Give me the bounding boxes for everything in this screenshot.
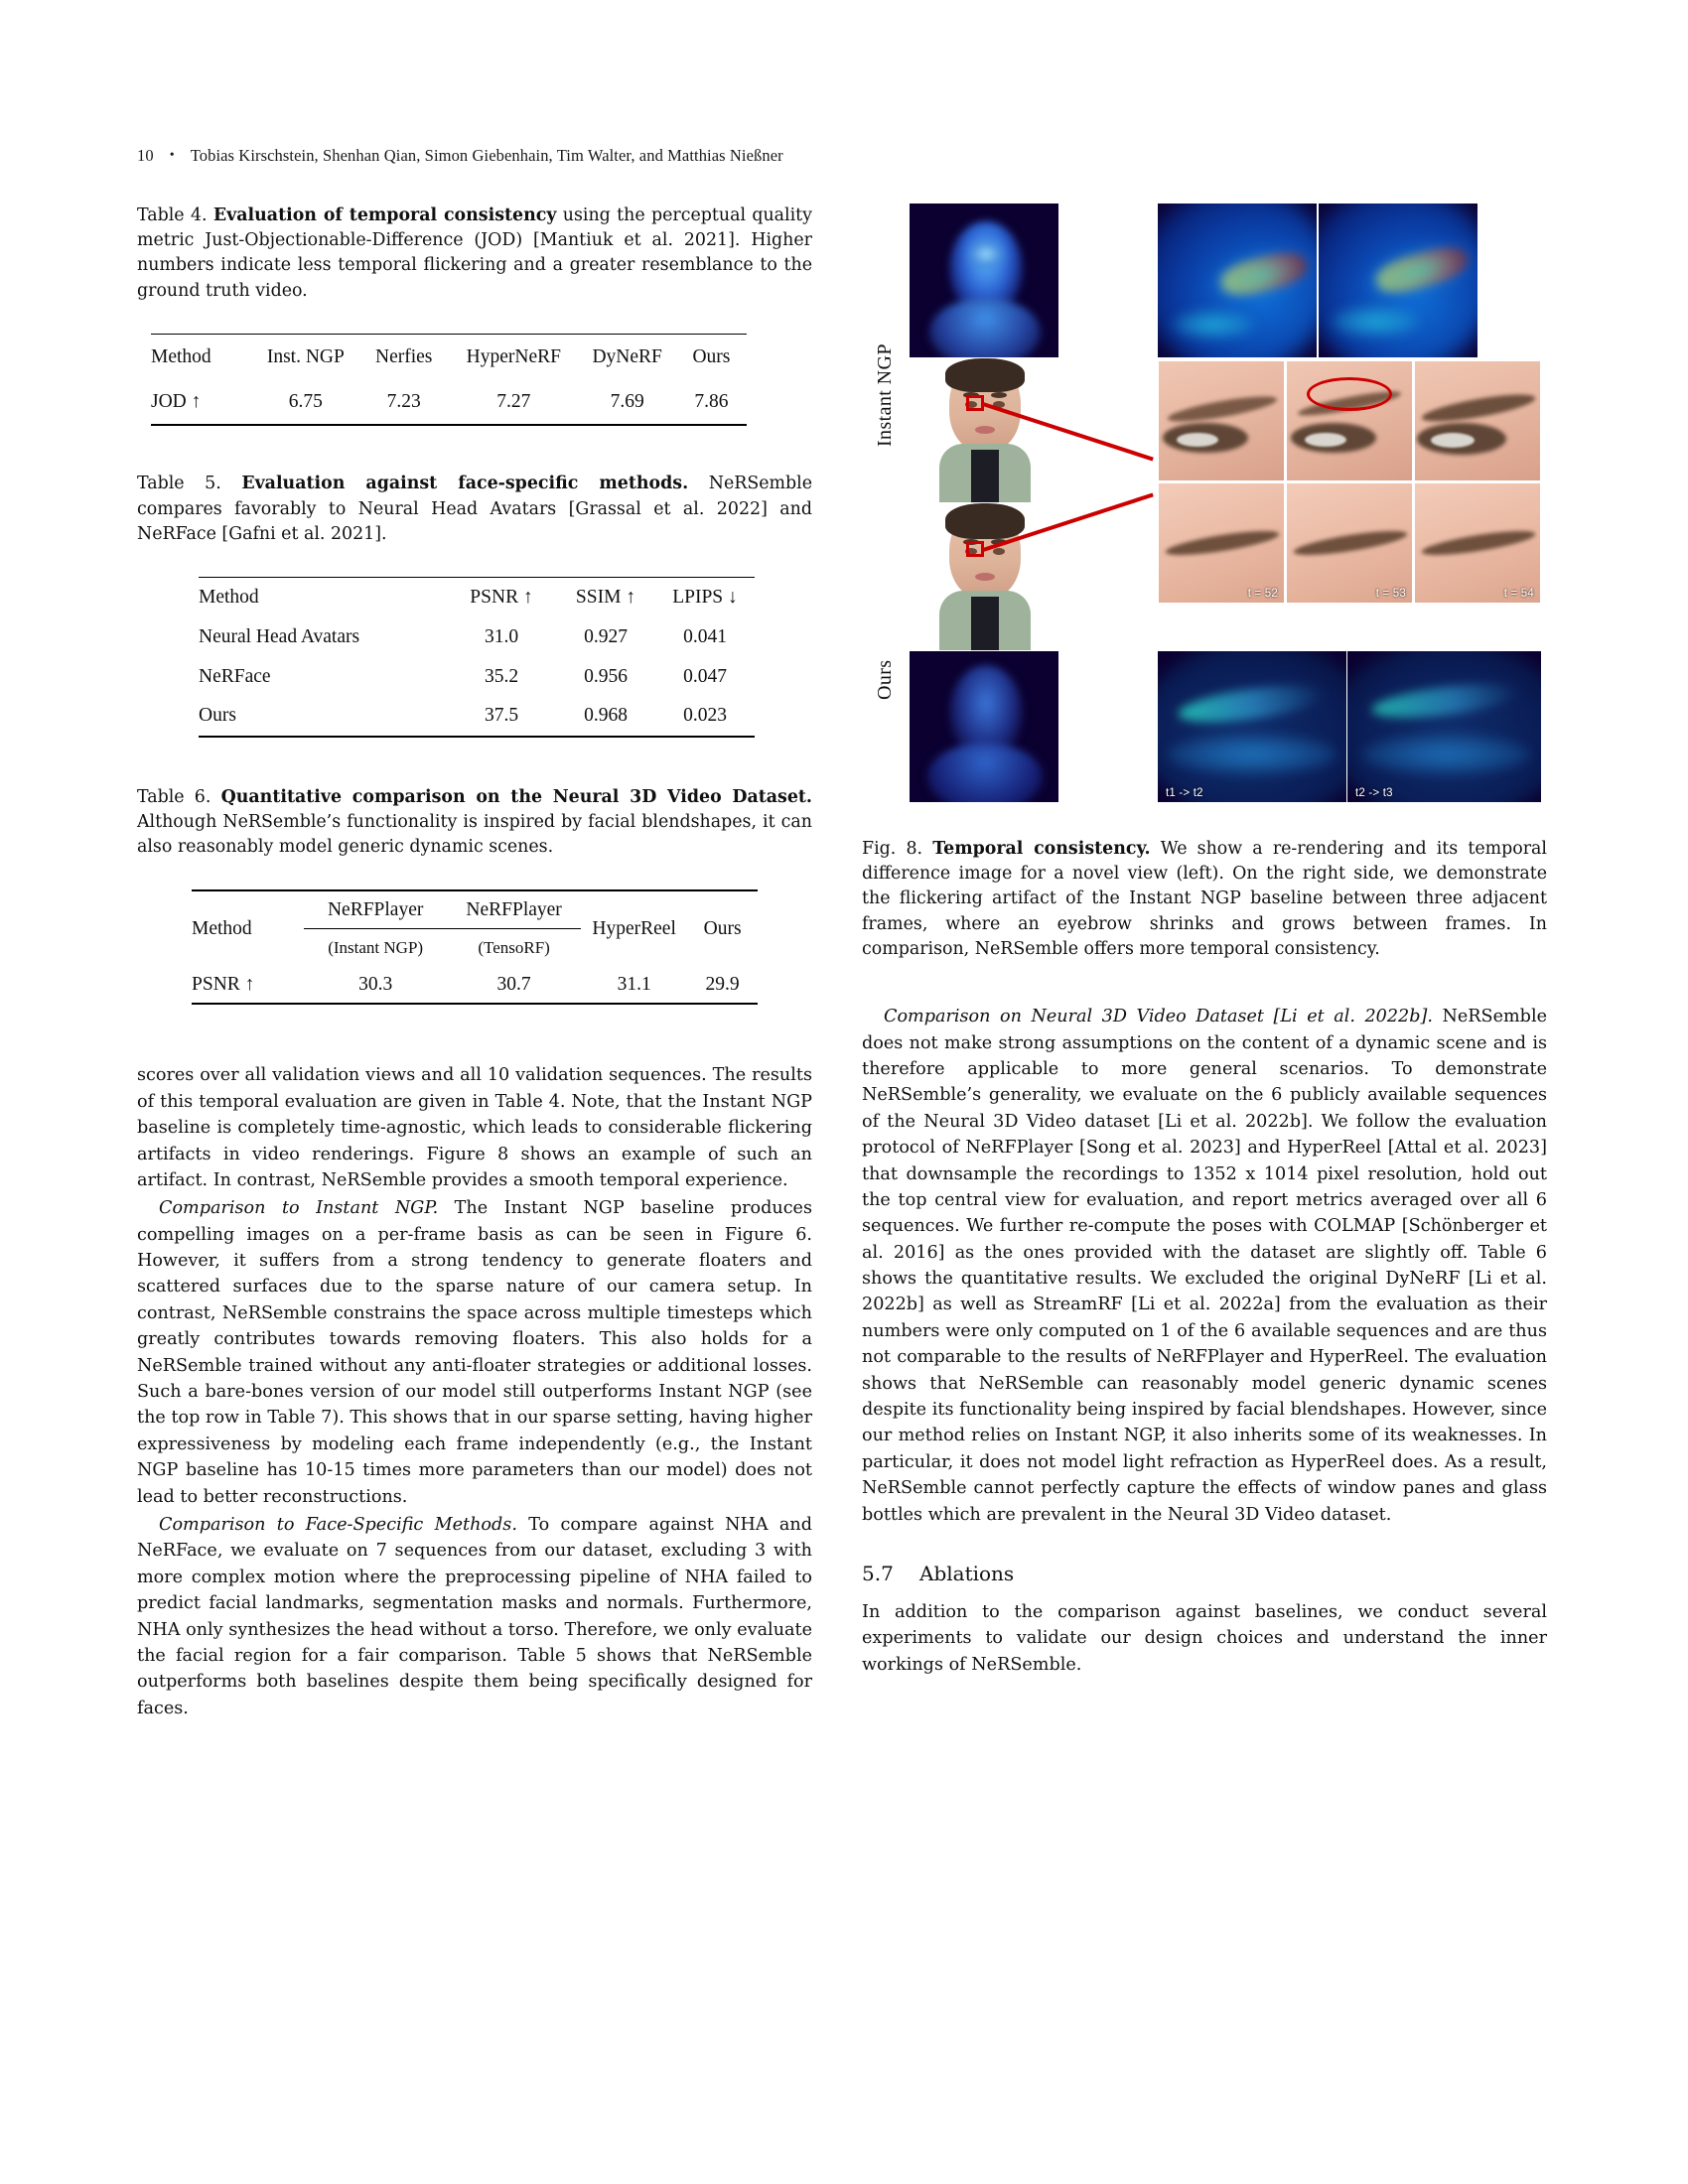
table5-cell: 0.927 — [584, 625, 628, 647]
right-body-text-2 — [862, 1599, 1547, 1678]
table5-row-label: Neural Head Avatars — [199, 625, 360, 647]
figure8 — [862, 204, 1547, 819]
table-row — [151, 379, 747, 425]
table4-cell: 6.75 — [288, 390, 323, 412]
table4-caption — [137, 204, 812, 304]
table5-header-cell: PSNR ↑ — [470, 586, 533, 608]
render-instant-ngp — [910, 358, 1058, 502]
table6-header-cell: Ours — [703, 917, 742, 939]
table6-cell: 29.9 — [705, 973, 740, 995]
table4-header-cell: Method — [151, 345, 211, 367]
zoom-crop-instant-ngp-t54 — [1414, 360, 1541, 481]
table6-caption-bold: Quantitative comparison on the Neural 3D Video Dataset. — [220, 786, 812, 807]
roi-box-ours — [966, 541, 984, 557]
paragraph — [137, 1195, 812, 1510]
paragraph-lead-in: Comparison to Face-Specific Methods. — [159, 1514, 517, 1535]
table-row — [192, 966, 758, 1004]
time-label: t = 53 — [1375, 588, 1406, 600]
table5-cell: 37.5 — [484, 705, 519, 727]
section-heading-ablations — [862, 1562, 1547, 1585]
table6-header-cell: NeRFPlayer — [327, 898, 424, 920]
running-head-authors: Tobias Kirschstein, Shenhan Qian, Simon Giebenhain, Tim Walter, and Matthias Nießner — [190, 146, 783, 165]
table5-row-label: Ours — [199, 705, 236, 727]
paragraph-body: NeRSemble does not make strong assumptions on the content of a dynamic scene and is therefore applicable to more general scenarios. To demonstrate NeRSemble’s generality, we evaluate on the 6 publicly available sequences of the Neural 3D Video dataset [Li et al. 2022b]. We follow the evaluation protocol of NeRFPlayer [Song et al. 2023] and HyperReel [Attal et al. 2023] that downsample the recordings to 1352 x 1014 pixel resolution, hold out the top central view for evaluation, and report metrics averaged over all 6 sequences. We further re-compute the poses with COLMAP [Schönberger et al. 2016] as the ones provided with the dataset are slightly off. Table 6 shows the quantitative results. We excluded the original DyNeRF [Li et al. 2022b] as well as StreamRF [Li et al. 2022a] from the evaluation as their numbers were only computed on 1 of the 6 available sequences and are thus not comparable to the results of NeRFPlayer and HyperReel. The evaluation shows that NeRSemble can reasonably model generic dynamic scenes despite its functionality being inspired by facial blendshapes. However, since our method relies on Instant NGP, it also inherits some of its weaknesses. In particular, it does not model light refraction as HyperReel does. As a result, NeRSemble cannot perfectly capture the effects of window panes and glass bottles which are prevalent in the Neural 3D Video dataset. — [862, 1007, 1547, 1525]
table-row — [199, 617, 755, 657]
running-head — [137, 146, 783, 166]
table5-cell: 0.968 — [584, 705, 628, 727]
heatmap-instant-ngp-1 — [1158, 204, 1317, 357]
time-label: t = 52 — [1247, 588, 1278, 600]
table4-header-cell: DyNeRF — [592, 345, 662, 367]
temporal-diff-1 — [1158, 651, 1346, 802]
diff-image-instant-ngp — [910, 204, 1058, 357]
table4-header-cell: Inst. NGP — [266, 345, 345, 367]
left-body-text — [137, 1062, 812, 1721]
zoom-crop-ours-t54 — [1414, 482, 1541, 604]
table5-cell: 0.047 — [683, 665, 727, 687]
diff-label: t1 -> t2 — [1166, 787, 1203, 799]
table6-header-cell: NeRFPlayer — [466, 898, 562, 920]
table4-header-cell: Nerfies — [374, 345, 433, 367]
figure8-caption-rest: We show a re-rendering and its temporal difference image for a novel view (left). On the right side, we demonstrate the flickering artifact of the Instant NGP baseline between three adjacent frames, where an eyebrow shrinks and grows between frames. In comparison, NeRSemble offers more temporal consistency. — [862, 839, 1547, 959]
table6-subheader-cell: (TensoRF) — [478, 937, 550, 957]
table6 — [192, 889, 758, 1005]
table5-cell: 0.023 — [683, 705, 727, 727]
table6-cell: 31.1 — [617, 973, 651, 995]
zoom-crop-ours-t53 — [1286, 482, 1413, 604]
table5-caption-label: Table 5. — [137, 474, 221, 494]
table5-caption-bold: Evaluation against face-specific methods. — [241, 474, 689, 494]
table4-header-cell: HyperNeRF — [466, 345, 561, 367]
table5-cell: 31.0 — [484, 625, 519, 647]
figure8-caption-label: Fig. 8. — [862, 839, 923, 859]
table5-caption-rest: NeRSemble compares favorably to Neural Head Avatars [Grassal et al. 2022] and NeRFace [Gafni et al. 2021]. — [137, 474, 813, 544]
diff-image-ours — [910, 651, 1058, 802]
table6-header-cell: Method — [192, 917, 252, 939]
table4-caption-label: Table 4. — [137, 205, 208, 225]
table-row — [199, 657, 755, 697]
table6-row-label: PSNR ↑ — [192, 973, 255, 995]
paragraph — [862, 1004, 1547, 1528]
render-ours — [910, 503, 1058, 650]
left-column — [137, 204, 812, 1721]
table4-cell: 7.86 — [694, 390, 729, 412]
figure8-row-label-instant-ngp: Instant NGP — [874, 343, 896, 447]
paragraph-lead-in: Comparison on Neural 3D Video Dataset [Li et al. 2022b]. — [884, 1007, 1433, 1027]
table4-cell: 7.23 — [386, 390, 421, 412]
paragraph: scores over all validation views and all 10 validation sequences. The results of this temporal evaluation are given in Table 4. Note, that the Instant NGP baseline is completely time-agnostic, which leads to considerable flickering artifacts in video renderings. Figure 8 shows an example of such an artifact. In contrast, NeRSemble provides a smooth temporal experience. — [137, 1065, 812, 1190]
diff-label: t2 -> t3 — [1355, 787, 1393, 799]
paragraph — [137, 1512, 812, 1721]
table5-header-cell: Method — [199, 586, 259, 608]
zoom-crop-instant-ngp-t52 — [1158, 360, 1285, 481]
table5-row-label: NeRFace — [199, 665, 271, 687]
artifact-highlight-ellipse — [1307, 377, 1392, 411]
heatmap-instant-ngp-2 — [1319, 204, 1477, 357]
table4-header-cell: Ours — [692, 345, 731, 367]
table5-cell: 35.2 — [484, 665, 519, 687]
table4-cell: 7.69 — [610, 390, 644, 412]
temporal-diff-2 — [1347, 651, 1541, 802]
table4-row-label: JOD ↑ — [151, 390, 202, 412]
table4-caption-rest: using the perceptual quality metric Just-Objectionable-Difference (JOD) [Mantiuk et al. 2021]. Higher numbers indicate less temporal flickering and a greater resemblance to the ground truth video. — [137, 205, 812, 301]
table4-cell: 7.27 — [496, 390, 531, 412]
table6-subheader-cell: (Instant NGP) — [328, 937, 424, 957]
section-title: Ablations — [919, 1561, 1015, 1585]
paragraph: In addition to the comparison against baselines, we conduct several experiments to validate our design choices and understand the inner workings of NeRSemble. — [862, 1601, 1547, 1675]
table5-header-cell: SSIM ↑ — [575, 586, 636, 608]
table6-header-row — [192, 890, 758, 928]
paragraph-lead-in: Comparison to Instant NGP. — [159, 1198, 439, 1219]
table6-cell: 30.3 — [358, 973, 393, 995]
table4-header-row — [151, 334, 747, 379]
table6-cell: 30.7 — [496, 973, 531, 995]
table6-caption — [137, 785, 812, 861]
paragraph-body: The Instant NGP baseline produces compelling images on a per-frame basis as can be seen in Figure 6. However, it suffers from a strong tendency to generate floaters and scattered surfaces due to the sparse nature of our camera setup. In contrast, NeRSemble constrains the space across multiple timesteps which greatly contributes towards removing floaters. This also holds for a NeRSemble trained without any anti-floater strategies or additional losses. Such a bare-bones version of our model still outperforms Instant NGP (see the top row in Table 7). This shows that in our sparse setting, having higher expressiveness by modeling each frame independently (e.g., the Instant NGP baseline has 10-15 times more parameters than our model) does not lead to better reconstructions. — [137, 1198, 812, 1507]
table4 — [151, 334, 747, 427]
zoom-crop-instant-ngp-t53 — [1286, 360, 1413, 481]
table5-caption — [137, 472, 812, 547]
table5 — [199, 577, 755, 738]
time-label: t = 54 — [1503, 588, 1534, 600]
bullet-separator: • — [169, 148, 175, 163]
table6-caption-label: Table 6. — [137, 786, 211, 807]
table-row — [199, 697, 755, 737]
figure8-caption — [862, 837, 1547, 962]
table5-header-row — [199, 578, 755, 617]
table5-header-cell: LPIPS ↓ — [672, 586, 738, 608]
table4-caption-bold: Evaluation of temporal consistency — [212, 205, 557, 225]
zoom-crop-ours-t52 — [1158, 482, 1285, 604]
table5-cell: 0.041 — [683, 625, 727, 647]
table6-caption-rest: Although NeRSemble’s functionality is inspired by facial blendshapes, it can also reasonably model generic dynamic scenes. — [137, 811, 812, 858]
table5-cell: 0.956 — [584, 665, 628, 687]
figure8-row-label-ours: Ours — [874, 659, 896, 700]
table6-header-cell: HyperReel — [592, 917, 676, 939]
right-body-text — [862, 1004, 1547, 1528]
section-number: 5.7 — [862, 1561, 894, 1585]
paragraph-body: To compare against NHA and NeRFace, we evaluate on 7 sequences from our dataset, excluding 3 with more complex motion where the preprocessing pipeline of NHA failed to predict facial landmarks, segmentation masks and normals. Furthermore, NHA only synthesizes the head without a torso. Therefore, we only evaluate the facial region for a fair comparison. Table 5 shows that NeRSemble outperforms both baselines despite them being specifically designed for faces. — [137, 1514, 813, 1718]
roi-box-instant-ngp — [966, 395, 984, 411]
figure8-caption-bold: Temporal consistency. — [932, 839, 1151, 859]
right-column — [862, 204, 1547, 1678]
page-number: 10 — [137, 146, 154, 165]
